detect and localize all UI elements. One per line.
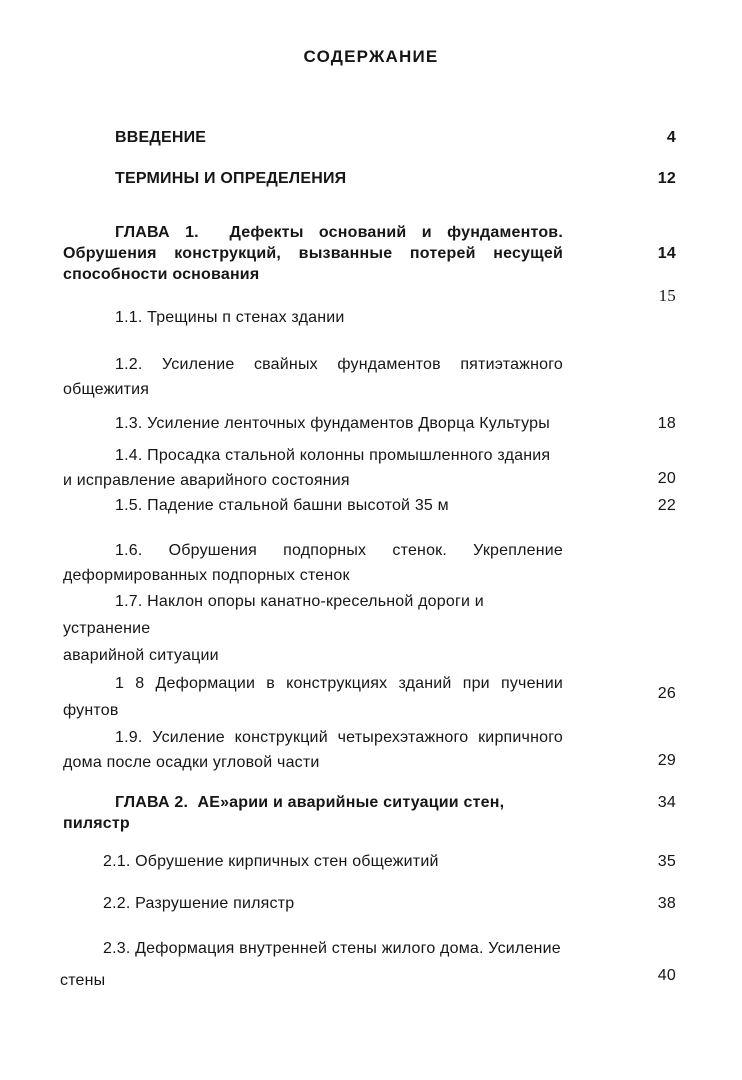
toc-entry-vvedenie <box>0 127 742 148</box>
toc-page-number: 35 <box>657 853 676 870</box>
toc-entry-line: аварийной ситуации <box>63 647 219 664</box>
toc-entry-line: 1.2. Усиление свайных фундаментов пятиэтажного <box>115 356 563 373</box>
toc-entry-line: 1.5. Падение стальной башни высотой 35 м <box>115 497 449 514</box>
toc-entry-line: 1 8 Деформации в конструкциях зданий при пучении <box>115 675 563 692</box>
toc-entry-line: 1.9. Усиление конструкций четырехэтажного кирпичного <box>115 729 563 746</box>
toc-entry-2-2 <box>0 893 742 914</box>
toc-entry-line: ГЛАВА 1. Дефекты оснований и фундаментов. <box>115 224 563 241</box>
toc-entry-1-1 <box>0 307 742 328</box>
toc-page-number: 29 <box>657 752 676 769</box>
toc-entry-line: деформированных подпорных стенок <box>63 567 350 584</box>
toc-entry-line: 1.3. Усиление ленточных фундаментов Дворца Культуры <box>115 415 550 432</box>
toc-entry-line: 1.7. Наклон опоры канатно-кресельной дороги и устранение <box>63 593 484 637</box>
toc-page-number: 18 <box>657 415 676 432</box>
toc-entry-2-3 <box>0 933 742 997</box>
toc-entry-1-7 <box>0 588 742 669</box>
toc-entry-page-15 <box>0 285 742 306</box>
toc-page-number: 26 <box>657 685 676 702</box>
page-title: СОДЕРЖАНИЕ <box>303 47 439 66</box>
toc-entry-line: дома после осадки угловой части <box>63 754 320 771</box>
toc-entry-1-3 <box>0 413 742 434</box>
toc-page-number: 20 <box>657 470 676 487</box>
toc-entry-1-6 <box>0 538 742 588</box>
toc-entry-line: общежития <box>63 381 150 398</box>
toc-entry-1-2 <box>0 352 742 402</box>
toc-entry-line: стены <box>60 972 106 989</box>
toc-entry-line: 1.4. Просадка стальной колонны промышленного здания <box>115 447 551 464</box>
toc-entry-line: ТЕРМИНЫ И ОПРЕДЕЛЕНИЯ <box>115 170 347 187</box>
toc-entry-line: 1.6. Обрушения подпорных стенок. Укрепление <box>115 542 563 559</box>
toc-page-number: 15 <box>658 286 676 305</box>
toc-page-number: 4 <box>666 129 676 146</box>
toc-entry-line: 2.3. Деформация внутренней стены жилого дома. Усиление <box>103 940 561 957</box>
toc-entry-1-8 <box>0 670 742 724</box>
toc-entry-line: ГЛАВА 2. АЕ»арии и аварийные ситуации стен, пилястр <box>63 794 505 832</box>
toc-entry-2-1 <box>0 851 742 872</box>
toc-entry-1-9 <box>0 725 742 775</box>
toc-page-number: 34 <box>657 794 676 811</box>
toc-entry-line: Обрушения конструкций, вызванные потерей несущей <box>63 245 563 262</box>
toc-page-number: 14 <box>657 245 676 262</box>
toc-entry-line: ВВЕДЕНИЕ <box>115 129 207 146</box>
toc-entry-1-5 <box>0 495 742 516</box>
toc-entry-1-4 <box>0 443 742 493</box>
toc-page-number: 12 <box>657 170 676 187</box>
toc-entry-line: 2.1. Обрушение кирпичных стен общежитий <box>103 853 439 870</box>
toc-entry-line: способности основания <box>63 266 260 283</box>
toc-entry-line: 2.2. Разрушение пилястр <box>103 895 295 912</box>
toc-entry-line: и исправление аварийного состояния <box>63 472 350 489</box>
toc-entry-terminy <box>0 168 742 189</box>
toc-entry-glava-2 <box>0 792 742 834</box>
toc-entry-line: фунтов <box>63 702 119 719</box>
toc-page-number: 40 <box>657 967 676 984</box>
toc-page-number: 22 <box>657 497 676 514</box>
toc-entry-line: 1.1. Трещины п стенах здании <box>115 309 345 326</box>
toc-page-number: 38 <box>657 895 676 912</box>
toc-entry-glava-1 <box>0 222 742 285</box>
